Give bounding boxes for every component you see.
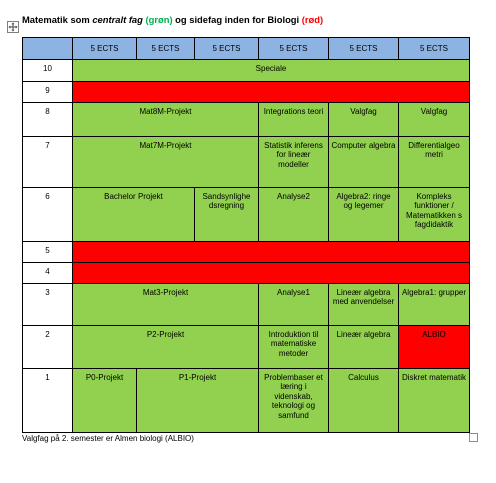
study-plan-table: [22, 37, 470, 433]
title-italic: centralt fag: [92, 14, 143, 25]
title-red-label: (rød): [301, 14, 324, 25]
semester-number: 2: [23, 326, 73, 369]
course-cell: Mat3-Projekt: [73, 284, 259, 326]
course-cell: Sandsynlighe dsregning: [195, 188, 259, 242]
course-cell: Mat7M-Projekt: [73, 137, 259, 188]
table-row: [23, 263, 470, 284]
course-cell: P2-Projekt: [73, 326, 259, 369]
semester-number: 6: [23, 188, 73, 242]
header-ects-cell: 5 ECTS: [259, 38, 329, 60]
blocked-cell: [73, 263, 470, 284]
table-header-row: [23, 38, 470, 60]
semester-number: 9: [23, 82, 73, 103]
course-cell: Lineær algebra: [329, 326, 399, 369]
course-cell: Introduktion til matematiske metoder: [259, 326, 329, 369]
course-cell: Computer algebra: [329, 137, 399, 188]
title-part1: Matematik som: [22, 14, 93, 25]
semester-number: 1: [23, 369, 73, 433]
header-ects-cell: 5 ECTS: [137, 38, 195, 60]
course-cell: Analyse2: [259, 188, 329, 242]
blocked-cell: [73, 242, 470, 263]
semester-number: 10: [23, 60, 73, 82]
course-cell: Valgfag: [399, 103, 470, 137]
course-cell: Bachelor Projekt: [73, 188, 195, 242]
semester-number: 3: [23, 284, 73, 326]
course-cell: Differentialgeo metri: [399, 137, 470, 188]
semester-number: 5: [23, 242, 73, 263]
course-cell: Valgfag: [329, 103, 399, 137]
course-cell: Calculus: [329, 369, 399, 433]
course-cell-albio: ALBIO: [399, 326, 470, 369]
course-cell: Lineær algebra med anvendelser: [329, 284, 399, 326]
table-row: [23, 284, 470, 326]
table-row: [23, 103, 470, 137]
title-green-label: (grøn): [145, 14, 173, 25]
course-cell: P0-Projekt: [73, 369, 137, 433]
course-cell: Diskret matematik: [399, 369, 470, 433]
header-ects-cell: 5 ECTS: [399, 38, 470, 60]
footnote: Valgfag på 2. semester er Almen biologi (ALBIO): [22, 434, 194, 443]
header-ects-cell: 5 ECTS: [329, 38, 399, 60]
document-title: [22, 14, 323, 25]
header-ects-cell: 5 ECTS: [195, 38, 259, 60]
table-row: [23, 82, 470, 103]
table-resize-handle[interactable]: [469, 433, 478, 442]
table-row: [23, 188, 470, 242]
table-row: [23, 137, 470, 188]
course-cell: Problembaser et læring i videnskab, teknologi og samfund: [259, 369, 329, 433]
course-cell: Mat8M-Projekt: [73, 103, 259, 137]
header-ects-cell: 5 ECTS: [73, 38, 137, 60]
table-row: [23, 242, 470, 263]
semester-number: 8: [23, 103, 73, 137]
header-corner-cell: [23, 38, 73, 60]
course-cell: Statistik inferens for lineær modeller: [259, 137, 329, 188]
course-cell: Kompleks funktioner / Matematikken s fagdidaktik: [399, 188, 470, 242]
move-arrows-icon: [8, 22, 18, 32]
table-move-handle[interactable]: [7, 21, 19, 33]
course-cell: Integrations teori: [259, 103, 329, 137]
course-cell: Analyse1: [259, 284, 329, 326]
table-row: [23, 326, 470, 369]
semester-number: 4: [23, 263, 73, 284]
course-cell: Algebra2: ringe og legemer: [329, 188, 399, 242]
course-cell-speciale: Speciale: [73, 60, 470, 82]
semester-number: 7: [23, 137, 73, 188]
table-row: [23, 60, 470, 82]
table-row: [23, 369, 470, 433]
course-cell: P1-Projekt: [137, 369, 259, 433]
title-part2: og sidefag inden for Biologi: [172, 14, 302, 25]
blocked-cell: [73, 82, 470, 103]
course-cell: Algebra1: grupper: [399, 284, 470, 326]
